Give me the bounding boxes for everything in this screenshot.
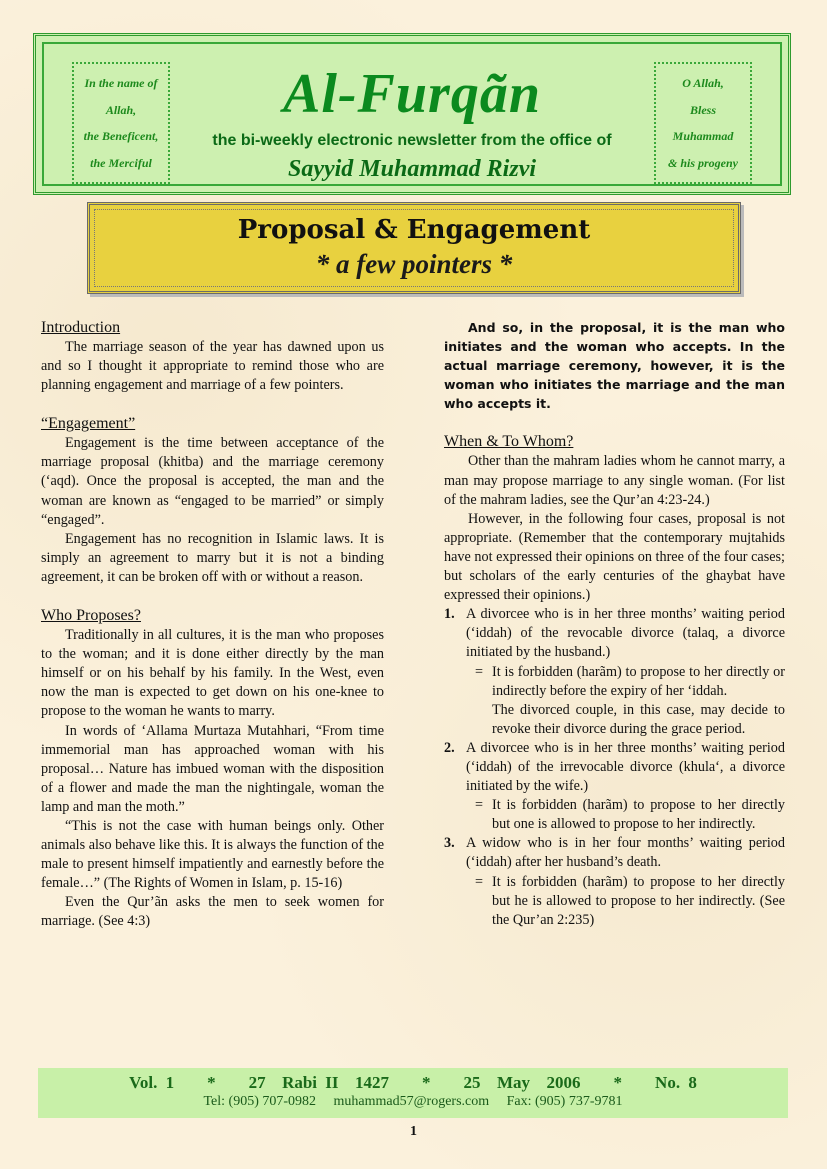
list-number: 1. (444, 606, 455, 623)
bold-paragraph: And so, in the proposal, it is the man who initiates and the woman who accepts. In the actual marriage ceremony, however, it is the woman who initiates the marriage and the man who accepts it. (444, 320, 785, 412)
newsletter-title: Al-Furqãn (283, 63, 541, 125)
list-item-text: A divorcee who is in her three months’ waiting period (‘iddah) of the revocable divorce (talaq, a divorce initiated by the husband.) (466, 606, 785, 661)
equals-marker: = (474, 663, 483, 680)
paragraph: Other than the mahram ladies whom he cannot marry, a man may propose marriage to any single woman. (For list of the mahram ladies, see the Qur’an 4:23-24.) (444, 453, 785, 508)
article-title: Proposal & Engagement (237, 215, 591, 245)
invocation-right-line: & his progeny (667, 155, 738, 170)
equals-marker: = (474, 797, 483, 814)
issue-info: Vol. 1 * 27 Rabi II 1427 * 25 May 2006 * No. 8 (129, 1073, 697, 1092)
left-column (41, 318, 384, 932)
rule-item (466, 873, 785, 930)
footer-band (38, 1068, 788, 1118)
rule-item (466, 796, 785, 834)
paragraph: “This is not the case with human beings only. Other animals also behave like this. It is always the function of the male to present himself impatiently and earnestly before the female…” (The Rights of Women in Islam, p. 15-16) (41, 817, 384, 892)
list-item (444, 739, 785, 796)
rule-text: It is forbidden (harãm) to propose to her directly or indirectly before the expiry of her ‘iddah. (492, 663, 785, 699)
invocation-right-line: Bless (689, 102, 716, 117)
paragraph: Engagement has no recognition in Islamic laws. It is simply an agreement to marry but it is not a binding agreement, it can be broken off with or without a reason. (41, 530, 384, 585)
section-heading-introduction: Introduction (41, 319, 121, 336)
list-item (444, 605, 785, 662)
rule-text: It is forbidden (harãm) to propose to her directly but he is allowed to propose to her indirectly. (See the Qur’an 2:235) (492, 873, 785, 928)
invocation-right-line: Muhammad (672, 129, 734, 144)
article-headline-box (87, 202, 741, 294)
invocation-right-line: O Allah, (682, 76, 724, 91)
list-number: 3. (444, 835, 455, 852)
rule-item (466, 663, 785, 701)
paragraph: However, in the following four cases, proposal is not appropriate. (Remember that the contemporary mujtahids have not expressed their opinions on three of the four cases; but scholars of the early centuries of the ghaybat have expressed their opinions.) (444, 510, 785, 604)
newsletter-subtitle: the bi-weekly electronic newsletter from the office of (212, 132, 612, 149)
list-item-text: A divorcee who is in her three months’ waiting period (‘iddah) of the irrevocable divorce (khula‘, a divorce initiated by the wife.) (466, 739, 785, 795)
section-heading-who-proposes: Who Proposes? (41, 607, 141, 625)
list-item-text: A widow who is in her four months’ waiting period (‘iddah) after her husband’s death. (466, 835, 785, 871)
paragraph: Even the Qur’ãn asks the men to seek women for marriage. (See 4:3) (41, 894, 384, 930)
newsletter-author: Sayyid Muhammad Rizvi (287, 156, 537, 182)
invocation-left-line: In the name of (84, 76, 158, 91)
article-subtitle: * a few pointers * (315, 249, 513, 279)
list-item (444, 834, 785, 872)
masthead (33, 33, 791, 195)
page-number: 1 (410, 1124, 417, 1139)
paragraph: In words of ‘Allama Murtaza Mutahhari, “From time immemorial man has approached woman with his proposal… Nature has imbued woman with the disposition of a flower and made the man the nightingale, woman the lamp and man the moth.” (41, 722, 384, 815)
equals-marker: = (474, 873, 483, 890)
section-heading-when-to-whom: When & To Whom? (444, 433, 574, 451)
section-heading-engagement: “Engagement” (41, 415, 136, 433)
right-column (444, 318, 785, 930)
paragraph: Traditionally in all cultures, it is the man who proposes to the woman; and it is done either directly by the man himself or on his behalf by his family. In the West, even now the man is expected to get down on his one-knee to propose to the woman he wants to marry. (41, 627, 384, 720)
invocation-box-right (654, 62, 752, 184)
invocation-left-line: the Beneficent, (83, 129, 159, 144)
paragraph: Engagement is the time between acceptance of the marriage proposal (khitba) and the marriage ceremony (‘aqd). Once the proposal is accepted, the man and the woman are known as “engaged to be married” or simply “engaged”. (41, 435, 384, 528)
list-number: 2. (444, 739, 455, 756)
masthead-inner-border (42, 42, 782, 186)
rule-text: It is forbidden (harãm) to propose to her directly but one is allowed to propose to her indirectly. (492, 797, 785, 833)
invocation-left-line: Allah, (105, 102, 137, 117)
rule-continuation: The divorced couple, in this case, may decide to revoke their divorce during the grace period. (492, 701, 785, 737)
invocation-left-line: the Merciful (90, 155, 152, 170)
contact-info: Tel: (905) 707-0982 muhammad57@rogers.com Fax: (905) 737-9781 (203, 1094, 623, 1109)
paragraph: The marriage season of the year has dawned upon us and so I thought it appropriate to remind those who are planning engagement and marriage of a few pointers. (41, 339, 384, 394)
